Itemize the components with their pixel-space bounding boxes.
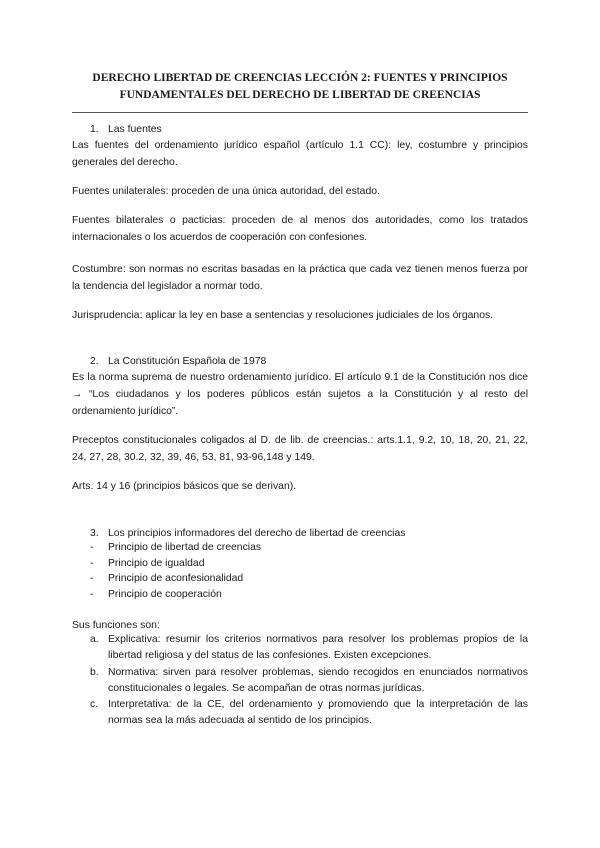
principle-label: Principio de libertad de creencias xyxy=(108,542,262,553)
principle-label: Principio de cooperación xyxy=(108,589,222,600)
function-marker: a. xyxy=(90,634,99,645)
preceptos-paragraph: Preceptos constitucionales coligados al D. de lib. de creencias.: arts.1.1, 9.2, 10, 18, 20, 21, 22, 24, 27, 28, 30.2, 32, 39, 46, 53, 81, 93-96,148 y 149. xyxy=(72,435,528,463)
principle-item xyxy=(90,556,204,572)
jurisprudencia-paragraph: Jurisprudencia: aplicar la ley en base a sentencias y resoluciones judiciales de los órganos. xyxy=(72,310,494,321)
function-item xyxy=(90,697,528,729)
principle-item xyxy=(90,540,261,556)
title-divider xyxy=(72,112,528,113)
title-line-2: FUNDAMENTALES DEL DERECHO DE LIBERTAD DE CREENCIAS xyxy=(119,89,481,101)
function-item xyxy=(90,632,528,664)
fuentes-bilaterales-paragraph: Fuentes bilaterales o pacticias: proceden de al menos dos autoridades, como los tratados internacionales o los acuerdos de cooperación con confesiones. xyxy=(72,215,528,243)
bullet-dash: - xyxy=(90,558,94,569)
function-text: Explicativa: resumir los criterios normativos para resolver los problemas propios de la libertad religiosa y del status de las confesiones. Existen excepciones. xyxy=(108,634,528,661)
bullet-dash: - xyxy=(90,573,94,584)
section-3-title: Los principios informadores del derecho de libertad de creencias xyxy=(108,528,406,539)
costumbre-paragraph: Costumbre: son normas no escritas basadas en la práctica que cada vez tienen menos fuerza por la tendencia del legislador a normar todo. xyxy=(72,264,528,292)
section-1-intro: Las fuentes del ordenamiento jurídico español (artículo 1.1 CC): ley, costumbre y principios generales del derecho. xyxy=(72,140,528,168)
bullet-dash: - xyxy=(90,589,94,600)
function-marker: b. xyxy=(90,667,99,678)
function-item xyxy=(90,665,528,697)
principle-label: Principio de aconfesionalidad xyxy=(108,573,244,584)
principle-label: Principio de igualdad xyxy=(108,558,205,569)
function-text: Interpretativa: de la CE, del ordenamiento y promoviendo que la interpretación de las normas sea la más adecuada al sentido de los principios. xyxy=(108,699,528,726)
section-2-heading xyxy=(90,353,266,370)
principle-item xyxy=(90,571,243,587)
title-line-1: DERECHO LIBERTAD DE CREENCIAS LECCIÓN 2: FUENTES Y PRINCIPIOS xyxy=(92,72,508,84)
section-2-intro: Es la norma suprema de nuestro ordenamiento jurídico. El artículo 9.1 de la Constitución nos dice → “Los ciudadanos y los poderes públicos están sujetos a la Constitución y al resto del ordenamiento jurídico”. xyxy=(72,372,528,417)
section-1-title: Las fuentes xyxy=(108,124,162,135)
section-2-number: 2. xyxy=(90,356,99,367)
section-2-title: La Constitución Española de 1978 xyxy=(108,356,267,367)
section-1-number: 1. xyxy=(90,124,99,135)
bullet-dash: - xyxy=(90,542,94,553)
fuentes-unilaterales-paragraph: Fuentes unilaterales: proceden de una única autoridad, del estado. xyxy=(72,186,380,197)
function-marker: c. xyxy=(90,699,99,710)
section-3-number: 3. xyxy=(90,528,99,539)
arts-paragraph: Arts. 14 y 16 (principios básicos que se derivan). xyxy=(72,481,297,492)
section-1-heading xyxy=(90,121,162,138)
functions-heading: Sus funciones son: xyxy=(72,620,160,631)
function-text: Normativa: sirven para resolver problemas, siendo recogidos en enunciados normativos constitucionales o legales. Se acompañan de otras normas jurídicas. xyxy=(108,667,528,694)
page-title xyxy=(72,70,528,104)
principle-item xyxy=(90,587,222,603)
